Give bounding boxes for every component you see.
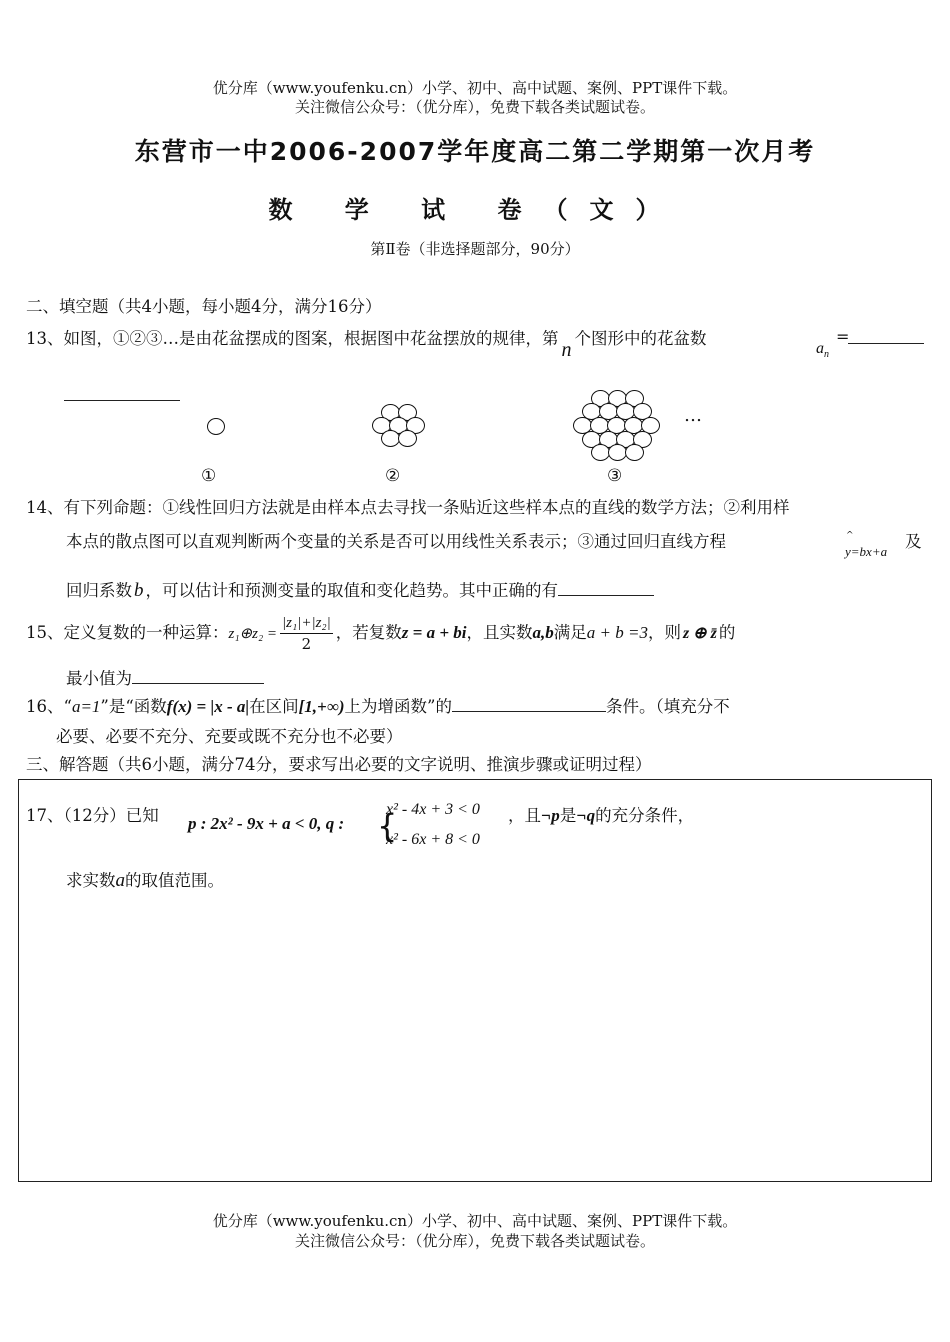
q17-p-expr: p : 2x² - 9x + a < 0, q : xyxy=(188,814,345,833)
question-15 xyxy=(26,613,735,654)
q16-cond: a=1 xyxy=(71,697,101,716)
q15-mid2: ，且实数 xyxy=(466,623,533,642)
q15-z-def: z = a + bi xyxy=(401,623,467,642)
q17-brace: { xyxy=(377,807,398,845)
header-line-1: 优分库（www.youfenku.cn）小学、初中、高中试题、案例、PPT课件下载。 xyxy=(212,79,738,97)
q14-line-2: 本点的散点图可以直观判断两个变量的关系是否可以用线性关系表示；③通过回归直线方程 xyxy=(66,532,726,551)
q13-prefix: 13、如图，①②③…是由花盆摆成的图案，根据图中花盆摆放的规律，第 xyxy=(26,329,559,348)
q15-answer-blank[interactable] xyxy=(132,667,264,684)
q17-mid2: 是 xyxy=(559,806,577,825)
section-3-heading: 三、解答题（共6小题，满分74分，要求写出必要的文字说明、推演步骤或证明过程） xyxy=(26,755,652,774)
q17-not-q: ¬q xyxy=(576,806,596,825)
footer-line-1: 优分库（www.youfenku.cn）小学、初中、高中试题、案例、PPT课件下载。 xyxy=(212,1212,738,1230)
exam-subtitle: 数 学 试 卷（文） xyxy=(268,196,682,224)
exam-title: 东营市一中2006-2007学年度高二第二学期第一次月考 xyxy=(134,137,816,166)
figure-label-3: ③ xyxy=(607,466,623,486)
q14-line-2-end: 及 xyxy=(905,532,922,551)
q15-line-2-text: 最小值为 xyxy=(66,669,132,688)
q14-line-3a: 回归系数 xyxy=(66,581,132,600)
section-2-heading: 二、填空题（共4小题，每小题4分，满分16分） xyxy=(26,297,382,316)
part-note: 第Ⅱ卷（非选择题部分，90分） xyxy=(370,240,580,258)
q17-line-2b: 的取值范围。 xyxy=(125,871,224,890)
q13-mid: 个图形中的花盆数 xyxy=(574,329,707,348)
q16-func: f(x) = |x - a| xyxy=(166,697,250,716)
q13-figure xyxy=(0,385,950,485)
q15-mid4: ，则 xyxy=(647,623,681,642)
q13-ellipsis: … xyxy=(684,405,702,426)
q13-eq: = xyxy=(836,327,850,346)
q15-line-2 xyxy=(66,667,264,690)
q14-line-3b: ，可以估计和预测变量的取值和变化趋势。其中正确的有 xyxy=(145,581,558,600)
q15-mid3: 满足 xyxy=(553,623,587,642)
q15-ab: a,b xyxy=(532,623,554,642)
figure-label-2: ② xyxy=(385,466,401,486)
q16-interval: [1,+∞) xyxy=(298,697,345,716)
q17-sys-2: x² - 6x + 8 < 0 xyxy=(386,831,480,848)
q13-blank-part1[interactable] xyxy=(848,343,924,344)
q16-prefix: 16、“ xyxy=(26,697,72,716)
q16-end: 条件。（填充分不 xyxy=(605,697,730,716)
q17-end: 的充分条件， xyxy=(595,806,695,825)
q17-not-p: ¬p xyxy=(541,806,560,825)
header-line-2: 关注微信公众号：（优分库），免费下载各类试题试卷。 xyxy=(294,98,655,116)
q14-answer-blank[interactable] xyxy=(558,579,654,596)
q17-line-2a: 求实数 xyxy=(66,871,116,890)
q13-var-n: n xyxy=(561,339,572,361)
q15-denominator: 2 xyxy=(301,635,312,653)
q17-mid1: ，且 xyxy=(508,806,541,825)
q16-mid2: 在区间 xyxy=(249,697,299,716)
q14-equation: y=bx+a xyxy=(845,544,888,559)
pot-circle xyxy=(398,430,417,447)
q16-mid1: ”是“函数 xyxy=(100,697,167,716)
q16-mid3: 上为增函数”的 xyxy=(344,697,452,716)
q13-var-a: a xyxy=(816,340,824,357)
figure-label-1: ① xyxy=(201,466,217,486)
q14-line-1: 14、有下列命题：①线性回归方法就是由样本点去寻找一条贴近这些样本点的直线的数学方法；②利用样 xyxy=(26,498,790,517)
q15-numerator: |z₁|+|z₂| xyxy=(280,613,333,634)
question-16 xyxy=(26,695,730,718)
pot-circle xyxy=(625,444,644,461)
q13-a-n xyxy=(816,338,829,360)
q14-line-3 xyxy=(66,579,654,602)
q16-line-2: 必要、必要不充分、充要或既不充分也不必要） xyxy=(56,727,403,746)
q14-hat: ^ xyxy=(846,531,854,541)
q14-var-b: b xyxy=(134,580,144,601)
q15-expr: z ⊕ z̄ xyxy=(682,625,717,642)
q17-prefix: 17、（12分）已知 xyxy=(26,806,159,825)
q17-tail xyxy=(508,805,694,827)
pot-circle xyxy=(207,418,225,435)
q15-condition: a + b =3 xyxy=(586,623,648,642)
question-13 xyxy=(26,327,707,361)
q17-var-a: a xyxy=(115,870,125,891)
q15-fraction xyxy=(280,613,333,654)
q15-prefix: 15、定义复数的一种运算： xyxy=(26,623,229,642)
q17-line-2 xyxy=(66,870,224,892)
footer-line-2: 关注微信公众号：（优分库），免费下载各类试题试卷。 xyxy=(294,1232,655,1250)
q15-lhs: z₁⊕z₂ = xyxy=(228,626,278,642)
q15-mid1: ，若复数 xyxy=(335,623,402,642)
q15-end: 的 xyxy=(718,623,736,642)
q13-sub-n: n xyxy=(824,349,829,360)
q17-sys-1: x² - 4x + 3 < 0 xyxy=(386,801,480,818)
q16-answer-blank[interactable] xyxy=(452,695,606,712)
